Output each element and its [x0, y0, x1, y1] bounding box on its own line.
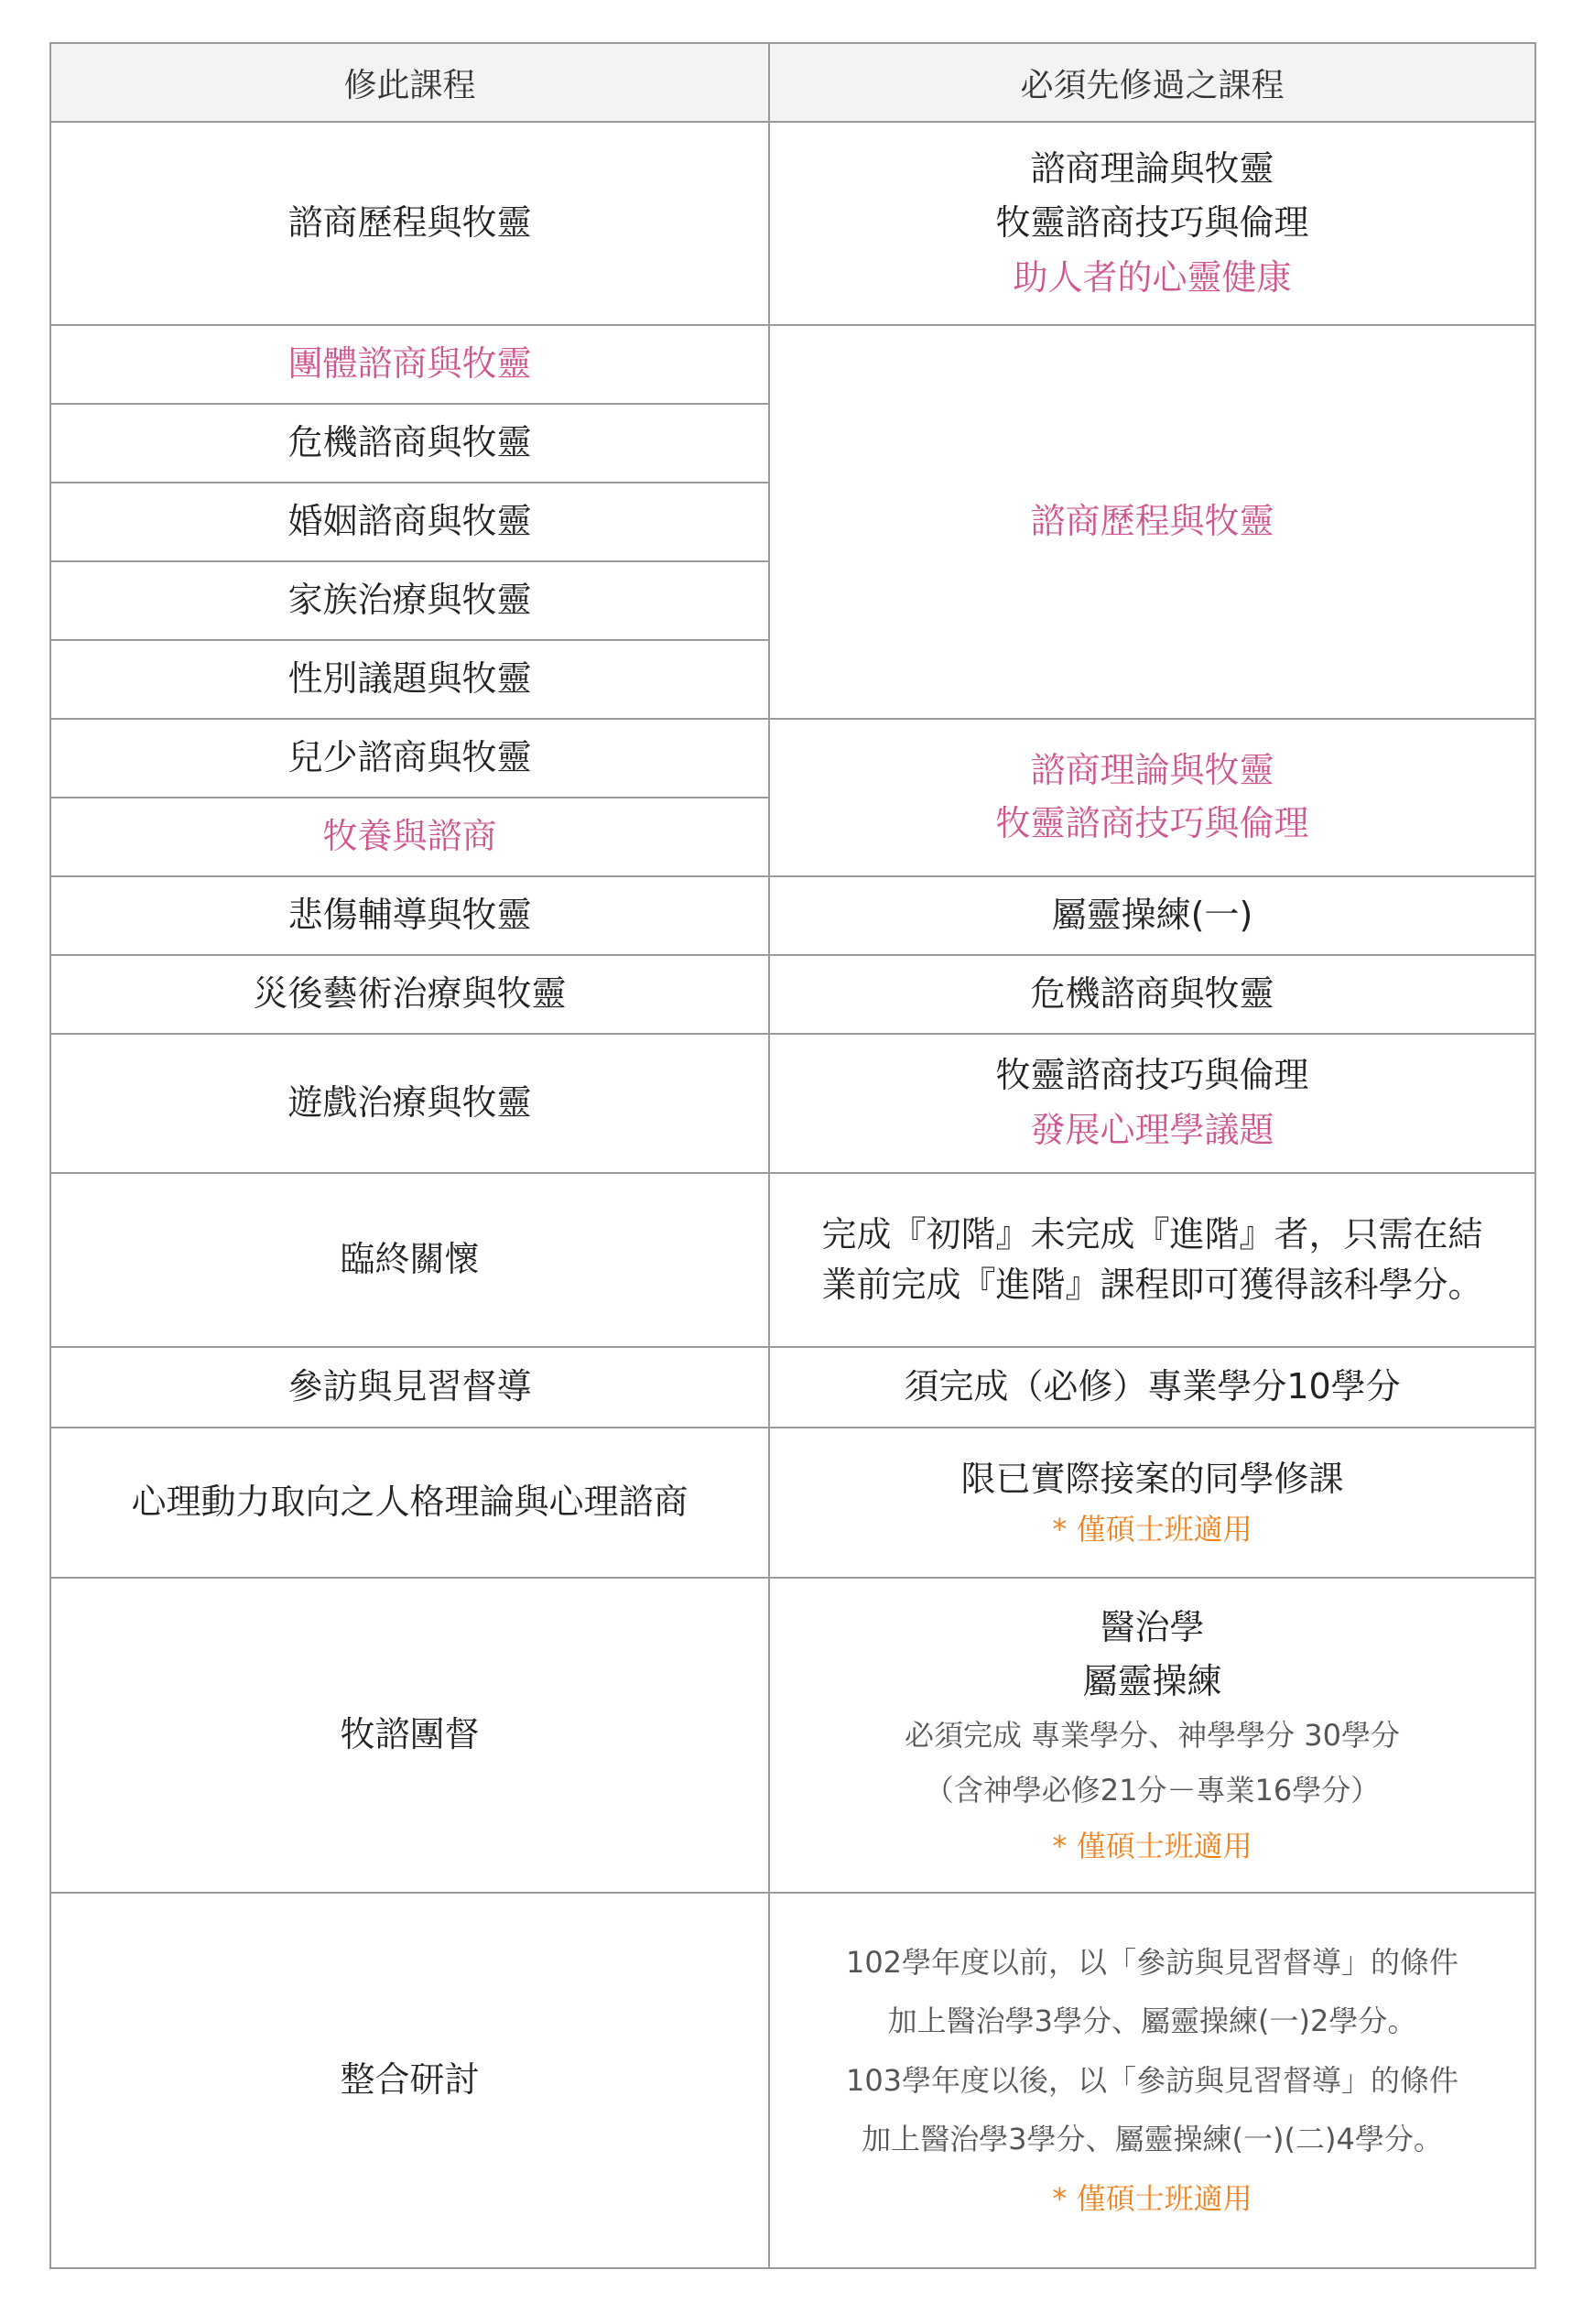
- note-line: * 僅碩士班適用: [1052, 1511, 1252, 1547]
- course-cell: 牧養與諮商: [50, 798, 769, 876]
- prereq-cell: [769, 1893, 1535, 2268]
- note-line: * 僅碩士班適用: [1052, 1828, 1252, 1863]
- prereq-line: 限已實際接案的同學修課: [960, 1459, 1344, 1499]
- table-row: [50, 325, 1535, 404]
- course-cell: 災後藝術治療與牧靈: [50, 955, 769, 1034]
- prereq-line: 屬靈操練: [1082, 1661, 1222, 1702]
- prereq-line: 完成『初階』未完成『進階』者，只需在結: [821, 1213, 1483, 1254]
- table-row: [50, 1034, 1535, 1173]
- table-row: [50, 1347, 1535, 1428]
- prereq-cell: [769, 122, 1535, 325]
- prereq-line: 醫治學: [1100, 1606, 1205, 1647]
- prereq-cell: [769, 1173, 1535, 1347]
- prereq-line: 加上醫治學3學分、屬靈操練(一)(二)4學分。: [862, 2122, 1443, 2157]
- course-cell: 牧諮團督: [50, 1578, 769, 1893]
- prereq-cell: 須完成（必修）專業學分10學分: [769, 1347, 1535, 1428]
- prereq-line: 諮商理論與牧靈: [1030, 147, 1274, 189]
- course-cell: 婚姻諮商與牧靈: [50, 483, 769, 561]
- prereq-line: 加上醫治學3學分、屬靈操練(一)2學分。: [887, 2004, 1417, 2039]
- course-cell: 性別議題與牧靈: [50, 640, 769, 719]
- table-row: [50, 955, 1535, 1034]
- table-row: [50, 122, 1535, 325]
- table-row: [50, 1893, 1535, 2268]
- course-cell: 遊戲治療與牧靈: [50, 1034, 769, 1173]
- table-row: [50, 1578, 1535, 1893]
- prereq-line: 102學年度以前，以「參訪與見習督導」的條件: [845, 1945, 1459, 1981]
- prereq-line: 牧靈諮商技巧與倫理: [995, 202, 1309, 244]
- course-cell: 心理動力取向之人格理論與心理諮商: [50, 1428, 769, 1578]
- table-header-row: [50, 43, 1535, 122]
- course-cell: 兒少諮商與牧靈: [50, 719, 769, 798]
- prereq-line: 牧靈諮商技巧與倫理: [995, 1055, 1309, 1096]
- prereq-line: （含神學必修21分－專業16學分）: [924, 1773, 1381, 1808]
- header-course: 修此課程: [50, 43, 769, 122]
- table-row: [50, 1173, 1535, 1347]
- prereq-line: 業前完成『進階』課程即可獲得該科學分。: [821, 1265, 1483, 1305]
- prerequisite-table: [49, 42, 1536, 2269]
- prereq-cell: [769, 1578, 1535, 1893]
- course-cell: 危機諮商與牧靈: [50, 404, 769, 483]
- prereq-cell: [769, 1034, 1535, 1173]
- prereq-line: 諮商理論與牧靈: [1030, 750, 1274, 791]
- prereq-line: 103學年度以後，以「參訪與見習督導」的條件: [845, 2062, 1459, 2098]
- prereq-line: 牧靈諮商技巧與倫理: [995, 803, 1309, 843]
- prereq-cell: [769, 719, 1535, 876]
- course-cell: 臨終關懷: [50, 1173, 769, 1347]
- prereq-line: 助人者的心靈健康: [1013, 256, 1292, 298]
- prereq-cell: 危機諮商與牧靈: [769, 955, 1535, 1034]
- course-cell: 家族治療與牧靈: [50, 561, 769, 640]
- course-cell: 諮商歷程與牧靈: [50, 122, 769, 325]
- note-line: * 僅碩士班適用: [1052, 2180, 1252, 2216]
- course-cell: 團體諮商與牧靈: [50, 325, 769, 404]
- prereq-cell: 屬靈操練(一): [769, 876, 1535, 955]
- course-cell: 悲傷輔導與牧靈: [50, 876, 769, 955]
- table-row: [50, 1428, 1535, 1578]
- prereq-line: 必須完成 專業學分、神學學分 30學分: [904, 1718, 1401, 1753]
- table-row: [50, 719, 1535, 798]
- prereq-cell: [769, 1428, 1535, 1578]
- header-prerequisite: 必須先修過之課程: [769, 43, 1535, 122]
- course-cell: 整合研討: [50, 1893, 769, 2268]
- prereq-cell: 諮商歷程與牧靈: [769, 325, 1535, 719]
- course-cell: 參訪與見習督導: [50, 1347, 769, 1428]
- prereq-line: 發展心理學議題: [1030, 1110, 1274, 1150]
- table-row: [50, 876, 1535, 955]
